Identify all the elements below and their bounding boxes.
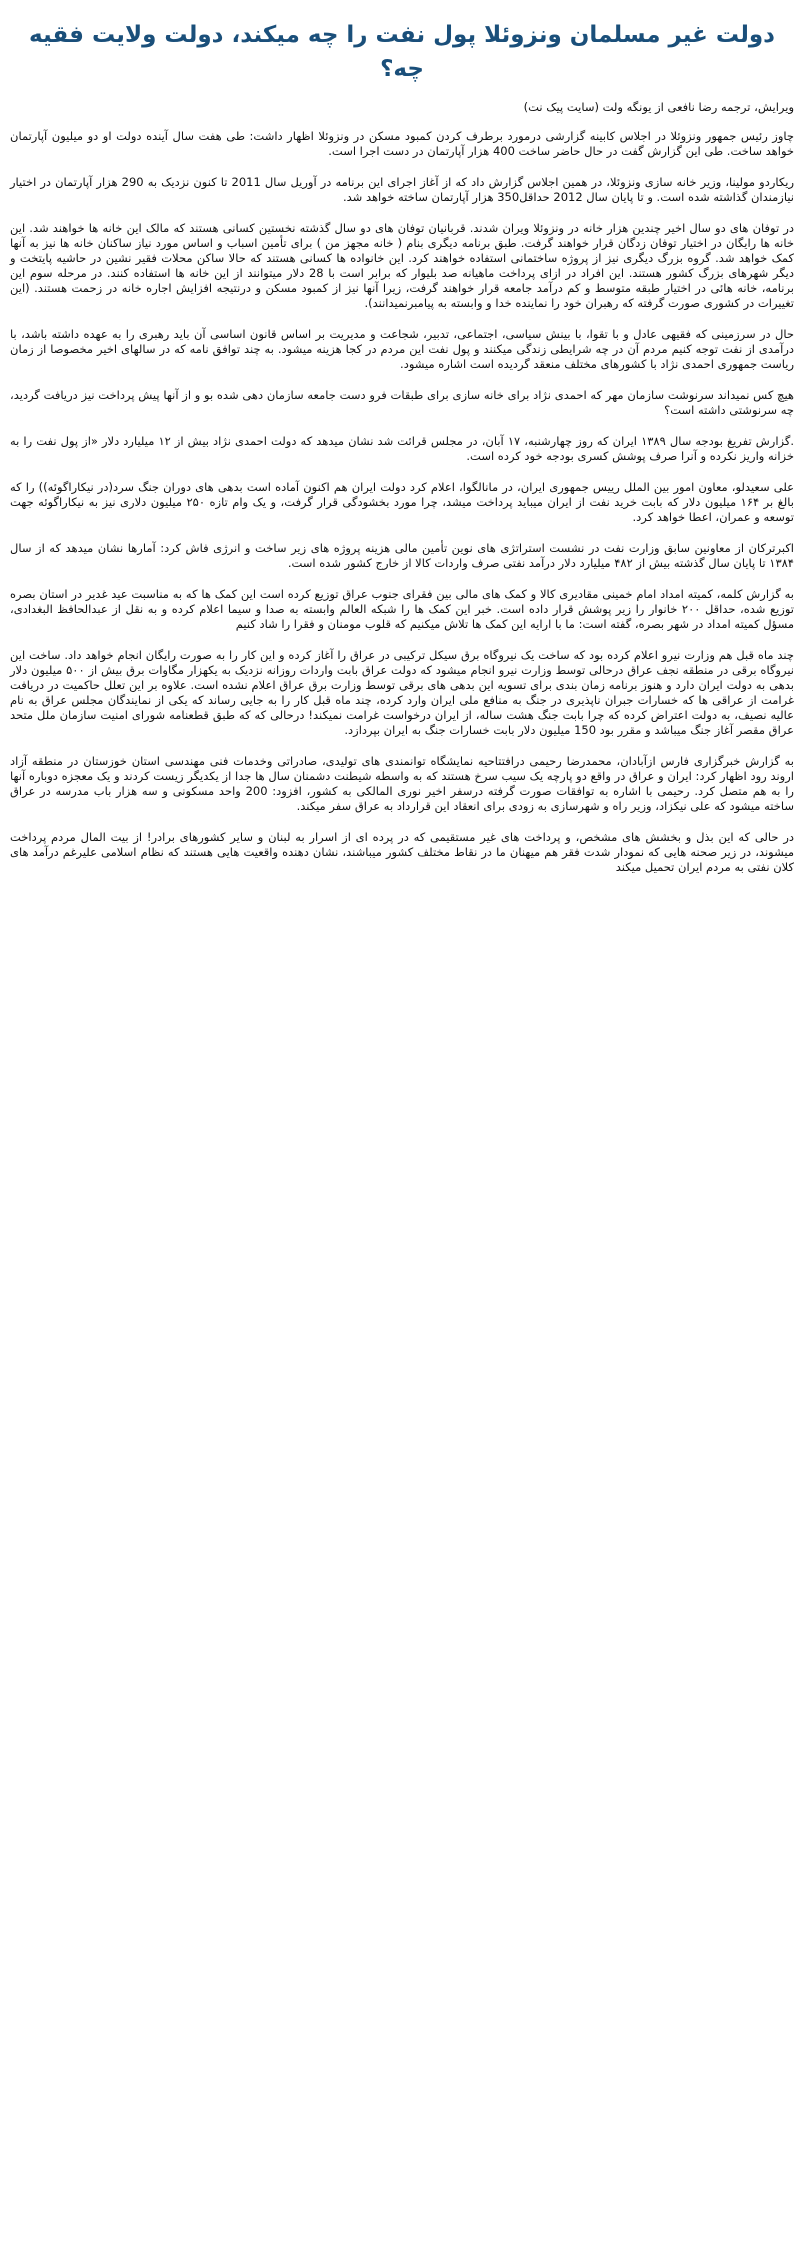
article-paragraph: به گزارش کلمه، کمیته امداد امام خمینی مقادیری کالا و کمک های مالی بین فقرای جنوب عراق توزیع کرده است این کمک ها که به مناسبت عید غدیر در استان بصره توزیع شده، حداقل ۲۰۰ خانوار را زیر پوشش قرار داده است. خبر این کمک ها را شبکه العالم وابسته به صدا و سیما اعلام کرده و به نقل از عبدالحافظ البغدادی، مسؤل کمیته امداد در شهر بصره، گفته است: ما با ارایه این کمک ها تلاش میکنیم که قلوب مومنان و فقرا را شاد کنیم	[10, 587, 794, 631]
article-paragraph: در توفان های دو سال اخیر چندین هزار خانه در ونزوئلا ویران شدند. قربانیان توفان های دو سال گذشته نخستین کسانی هستند که مالک این خانه ها خواهند شد. این خانه ها رایگان در اختیار توفان زدگان قرار خواهند گرفت. طبق برنامه دیگری بنام ( خانه مجهز من ) برای تأمین اسباب و اساس مورد نیاز ساکنان خانه ها نیز به آنها کمک خواهد شد. گروه بزرگ دیگری نیز از پروژه ساختمانی استفاده خواهند کرد. این خانواده ها کسانی هستند که حالا ساکن محلات فقیر نشین در حاشیه پایتخت و دیگر شهرهای بزرگ کشور هستند. این افراد در ازای پرداخت ماهیانه صد بلیوار که برابر است با 28 دلار میتوانند از این خانه ها استفاده کنند. در مرحله سوم این برنامه، خانه هائی در اختیار طبقه متوسط و کم درآمد جامعه قرار خواهند گرفت، زیرا آنها نیز از کمبود مسکن و درنتیجه افزایش اجاره خانه در زحمت هستند. (این تغییرات در کشوری صورت گرفته که رهبران خود را نماینده خدا و وابسته به پیامبرنمیدانند).	[10, 221, 794, 310]
article-paragraph: به گزارش خبرگزاری فارس ازآبادان، محمدرضا رحیمی درافتتاحیه نمایشگاه توانمندی های تولیدی، صادراتی وخدمات فنی مهندسی استان خوزستان در منطقه آزاد اروند رود اظهار کرد: ایران و عراق در واقع دو پارچه یک سیب سرخ هستند که به واسطه شیطنت دشمنان سال ها جدا از یکدیگر زیست کردند و یک معجزه دوباره آنها را به هم متصل کرد. رحیمی با اشاره به توافقات صورت گرفته درسفر اخیر نوری المالکی به کشور، افزود: 200 واحد مسکونی و سه هزار باب مدرسه در عراق ساخته میشود که علی نیکزاد، وزیر راه و شهرسازی به زودی برای انعقاد این قرارداد به عراق سفر میکند.	[10, 754, 794, 813]
article-paragraph: .گزارش تفریغ بودجه سال ۱۳۸۹ ایران که روز چهارشنبه، ۱۷ آبان، در مجلس قرائت شد نشان میدهد که دولت احمدی نژاد بیش از ۱۲ میلیارد دلار «از پول نفت را به خزانه واریز نکرده و آنرا صرف پوشش کسری بودجه خود کرده است.	[10, 434, 794, 463]
article-paragraph: چاوز رئیس جمهور ونزوئلا در اجلاس کابینه گزارشی درمورد برطرف کردن کمبود مسکن در ونزوئلا اظهار داشت: طی هفت سال آینده دولت او دو میلیون آپارتمان خواهد ساخت. طی این گزارش گفت در حال حاضر ساخت 400 هزار آپارتمان در دست اجرا است.	[10, 129, 794, 158]
article-paragraph: ریکاردو مولینا، وزیر خانه سازی ونزوئلا، در همین اجلاس گزارش داد که از آغاز اجرای این برنامه در آوریل سال 2011 تا کنون نزدیک به 290 هزار آپارتمان در اختیار نیازمندان گذاشته شده است. و تا پایان سال 2012 حداقل350 هزار آپارتمان ساخته خواهد شد.	[10, 175, 794, 204]
article-paragraph: هیچ کس نمیداند سرنوشت سازمان مهر که احمدی نژاد برای خانه سازی برای طبقات فرو دست جامعه سازمان دهی شده بو و از آنها پیش پرداخت نیز دریافت گردید، چه سرنوشتی داشته است؟	[10, 388, 794, 417]
article-paragraph: علی سعیدلو، معاون امور بین الملل رییس جمهوری ایران، در مانالگوا، اعلام کرد دولت ایران هم اکنون آماده است بدهی های دوران جنگ سرد(در نیکاراگوئه)) را که بالغ بر ۱۶۴ میلیون دلار که بابت خرید نفت از ایران میباید پرداخت میشد، چرا مورد بخشودگی قرار گرفت، و یک وام تازه ۲۵۰ میلیون دلاری نیز به نیکاراگوئه جهت توسعه و عمران، اعطا خواهد کرد.	[10, 480, 795, 524]
article-paragraph: اکبرترکان از معاونین سابق وزارت نفت در نشست استراتژی های نوین تأمین مالی هزینه پروژه های زیر ساخت و انرژی فاش کرد: آمارها نشان میدهد که از سال ۱۳۸۴ تا پایان سال گذشته بیش از ۴۸۲ میلیارد دلار درآمد نفتی صرف واردات کالا از خارج کشور شده است.	[10, 541, 794, 570]
article-byline: ویرایش، ترجمه رضا نافعی از یونگه ولت (سایت پیک نت)	[523, 100, 794, 114]
article-paragraph: حال در سرزمینی که فقیهی عادل و با تقوا، با بینش سیاسی، اجتماعی، تدبیر، شجاعت و مدیریت بر اساس قانون اساسی آن باید رهبری را به عهده داشته باشد، با درآمدی از نفت توجه کنیم مردم آن در چه شرایطی زندگی میکنند و پول نفت این مردم در کجا هزینه میشود. به چند توافق نامه که در سالهای اخیر مخصوصا از زمان ریاست جمهوری احمدی نژاد با کشورهای مختلف منعقد گردیده است اشاره میشود.	[10, 327, 794, 371]
article-title: دولت غیر مسلمان ونزوئلا پول نفت را چه میکند، دولت ولایت فقیه چه؟	[29, 22, 775, 82]
article-paragraph: در حالی که این بذل و بخشش های مشخص، و پرداخت های غیر مستقیمی که در پرده ای از اسرار به لبنان و سایر کشورهای برادر! از بیت المال مردم پرداخت میشوند، در زیر صحنه هایی که نمودار شدت فقر هم میهنان ما در نقاط مختلف کشور میباشند، نشان دهنده واقعیت هایی هستند که نظام اسلامی علیرغم درآمد های کلان نفتی به مردم ایران تحمیل میکند	[10, 830, 794, 874]
article-page	[0, 0, 804, 875]
article-paragraph: چند ماه قبل هم وزارت نیرو اعلام کرده بود که ساخت یک نیروگاه برق سیکل ترکیبی در عراق را آغاز کرده و این کار را به صورت رایگان انجام خواهد داد. ساخت این نیروگاه برقی در منطقه نجف عراق درحالی توسط وزارت نیرو انجام میشود که دولت عراق بابت واردات روزانه نزدیک به یکهزار مگاوات برق بیش از ۵۰۰ میلیون دلار بدهی به دولت ایران دارد و هنوز برنامه زمان بندی برای تسویه این بدهی های برقی توسط وزارت برق عراق اعلام نشده است. علاوه بر این تعلل حاکمیت در دریافت غرامت از عراقی ها که خسارات جبران ناپذیری در جنگ به منافع ملی ایران وارد کرده، چند ماه قبل کار را به جایی رساند که یکی از نمایندگان مجلس عراق به نام عالیه نصیف، به دولت اعتراض کرده که چرا بابت جنگ هشت ساله، از ایران درخواست غرامت نمیکند! درحالی که که طبق قطعنامه شورای امنیت سازمان ملل متحد عراق مقصر آغاز جنگ میباشد و مقرر بود 150 میلیون دلار بابت خسارات جنگ به ایران بپردازد.	[10, 648, 794, 737]
